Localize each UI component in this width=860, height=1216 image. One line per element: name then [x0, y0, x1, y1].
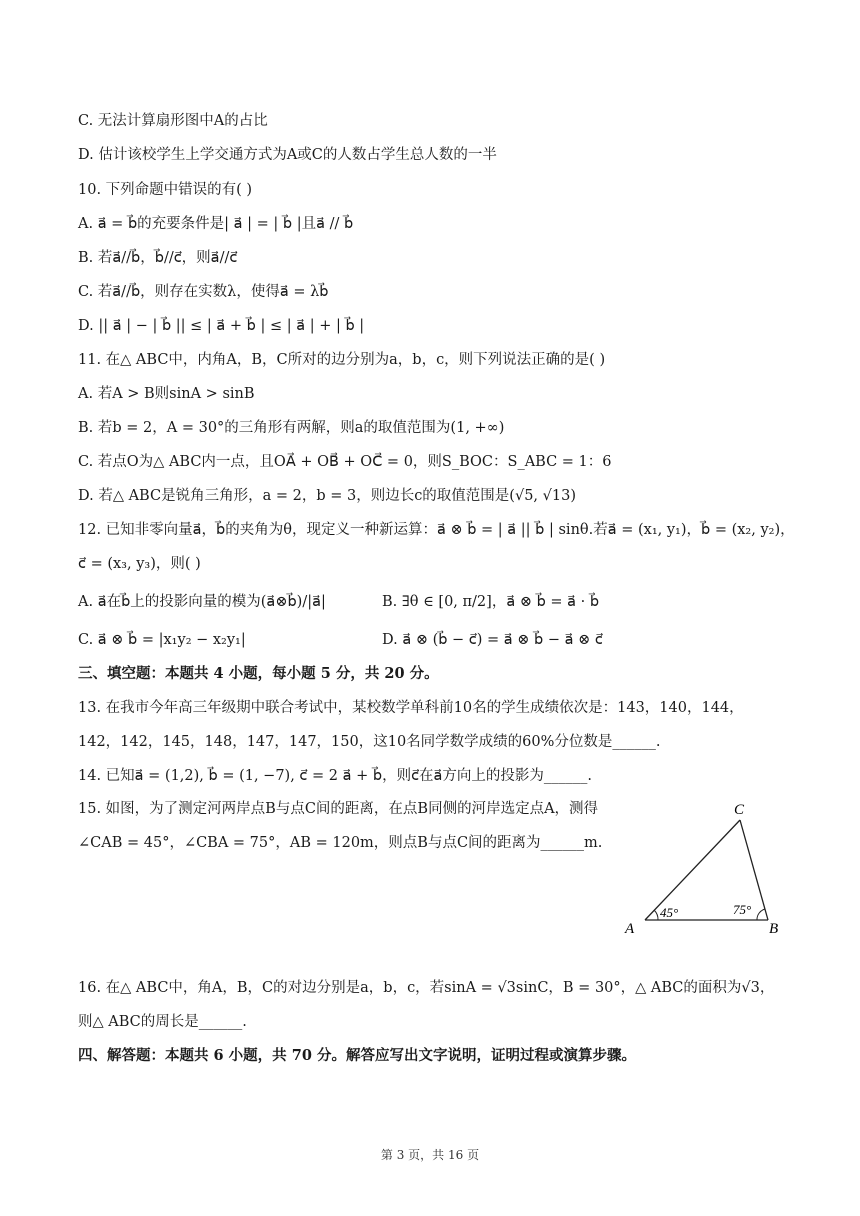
q15-stem: 15. 如图，为了测定河两岸点B与点C间的距离，在点B同侧的河岸选定点A，测得 [78, 801, 599, 817]
q12-option-c: C. a⃗ ⊗ b⃗ = |x₁y₂ − x₂y₁| [78, 632, 246, 648]
q15-stem-cont: ∠CAB = 45°，∠CBA = 75°，AB = 120m，则点B与点C间的距离为______m. [78, 835, 603, 851]
angle-a-label: 45° [660, 905, 679, 920]
q12-stem: 12. 已知非零向量a⃗，b⃗的夹角为θ，现定义一种新运算：a⃗ ⊗ b⃗ = | a⃗ || b⃗ | sinθ.若a⃗ = (x₁, y₁)，b⃗ = (x₂, y₂)， [78, 522, 795, 538]
triangle-figure [618, 796, 788, 942]
q13-stem-cont: 142，142，145，148，147，147，150，这10名同学数学成绩的60%分位数是______. [78, 734, 661, 750]
q12-option-b: B. ∃θ ∈ [0, π/2]，a⃗ ⊗ b⃗ = a⃗ · b⃗ [382, 594, 600, 610]
page-footer: 第 3 页，共 16 页 [380, 1148, 480, 1162]
q11-option-c: C. 若点O为△ ABC内一点，且OA⃗ + OB⃗ + OC⃗ = 0，则S_BOC：S_ABC = 1：6 [78, 454, 612, 470]
angle-a-arc [654, 910, 658, 920]
q12-option-d: D. a⃗ ⊗ (b⃗ − c⃗) = a⃗ ⊗ b⃗ − a⃗ ⊗ c⃗ [382, 632, 603, 648]
q10-option-a: A. a⃗ = b⃗的充要条件是| a⃗ | = | b⃗ |且a⃗ // b⃗ [78, 216, 354, 232]
q11-option-b: B. 若b = 2，A = 30°的三角形有两解，则a的取值范围为(1, +∞) [78, 420, 505, 436]
q9-option-d: D. 估计该校学生上学交通方式为A或C的人数占学生总人数的一半 [78, 147, 497, 163]
vertex-b-label: B [769, 921, 779, 937]
q10-option-c: C. 若a⃗//b⃗，则存在实数λ，使得a⃗ = λb⃗ [78, 284, 329, 300]
angle-b-label: 75° [733, 902, 752, 917]
q16-stem: 16. 在△ ABC中，角A，B，C的对边分别是a，b，c，若sinA = √3sinC，B = 30°，△ ABC的面积为√3， [78, 980, 775, 996]
q13-stem: 13. 在我市今年高三年级期中联合考试中，某校数学单科前10名的学生成绩依次是：143，140，144， [78, 700, 744, 716]
q10-option-d: D. || a⃗ | − | b⃗ || ≤ | a⃗ + b⃗ | ≤ | a⃗ | + | b⃗ | [78, 318, 365, 334]
q11-option-d: D. 若△ ABC是锐角三角形，a = 2，b = 3，则边长c的取值范围是(√5, √13) [78, 488, 576, 504]
q9-option-c: C. 无法计算扇形图中A的占比 [78, 113, 268, 129]
q11-option-a: A. 若A > B则sinA > sinB [78, 386, 255, 402]
q12-option-a: A. a⃗在b⃗上的投影向量的模为(a⃗⊗b⃗)/|a⃗| [78, 594, 326, 610]
section-4-heading: 四、解答题：本题共 6 小题，共 70 分。解答应写出文字说明，证明过程或演算步骤。 [78, 1047, 636, 1064]
q16-stem-cont: 则△ ABC的周长是______. [78, 1014, 247, 1030]
angle-b-arc [757, 909, 765, 920]
q10-stem: 10. 下列命题中错误的有( ) [78, 182, 253, 198]
q11-stem: 11. 在△ ABC中，内角A，B，C所对的边分别为a，b，c，则下列说法正确的是( ) [78, 352, 606, 368]
vertex-a-label: A [625, 921, 635, 937]
vertex-c-label: C [734, 802, 745, 818]
section-3-heading: 三、填空题：本题共 4 小题，每小题 5 分，共 20 分。 [78, 665, 439, 682]
q10-option-b: B. 若a⃗//b⃗，b⃗//c⃗，则a⃗//c⃗ [78, 250, 238, 266]
q14-stem: 14. 已知a⃗ = (1,2), b⃗ = (1, −7), c⃗ = 2 a⃗ + b⃗，则c⃗在a⃗方向上的投影为______. [78, 768, 593, 784]
q12-stem-cont: c⃗ = (x₃, y₃)，则( ) [78, 556, 201, 572]
